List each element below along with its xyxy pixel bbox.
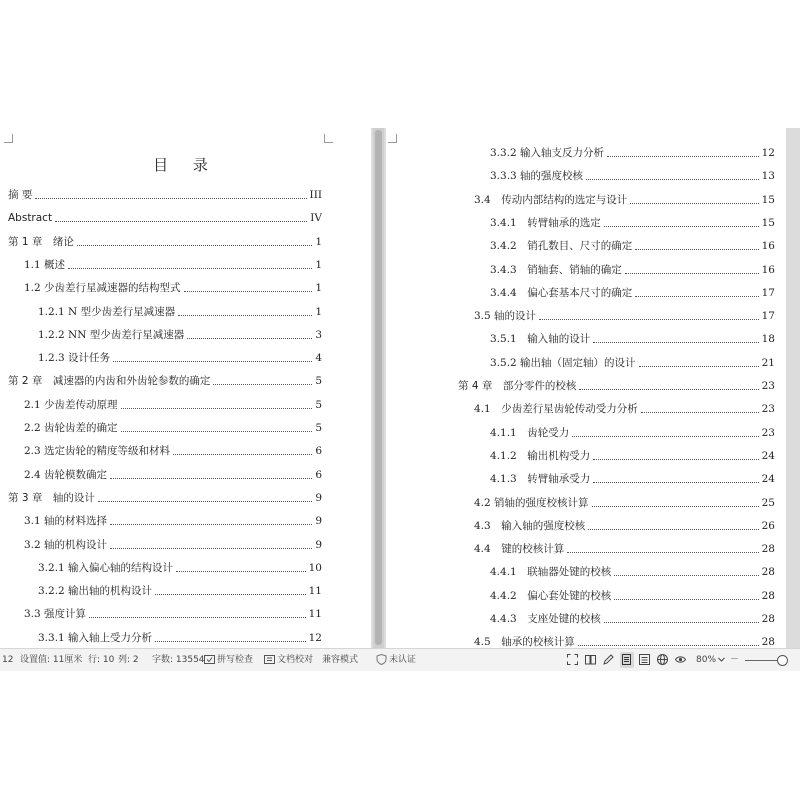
page-view-icon[interactable] xyxy=(621,654,632,665)
toc-entry-label: 3.1 轴的材料选择 xyxy=(24,515,108,528)
toc-entry-label: 2.3 选定齿轮的精度等级和材料 xyxy=(24,445,171,458)
toc-entry-label: 第 4 章 部分零件的校核 xyxy=(458,380,577,392)
toc-entry[interactable] xyxy=(474,541,775,557)
vertical-scrollbar[interactable] xyxy=(373,128,384,648)
toc-entry-page: 28 xyxy=(761,589,775,602)
toc-leader-dots xyxy=(572,436,758,437)
toc-entry-label: 1.2.1 N 型少齿差行星减速器 xyxy=(38,305,176,318)
toc-entry[interactable] xyxy=(38,560,322,576)
toc-entry-label: 3.5 轴的设计 xyxy=(474,310,537,323)
toc-leader-dots xyxy=(55,221,307,222)
spell-check-button[interactable]: 拼写检查 xyxy=(217,655,254,665)
outline-view-icon[interactable] xyxy=(639,654,650,665)
toc-entry-page: 25 xyxy=(761,496,775,509)
toc-entry-label: 4.2 销轴的强度校核计算 xyxy=(474,496,589,509)
toc-entry-page: III xyxy=(309,189,322,201)
toc-entry-label: 4.1 少齿差行星齿轮传动受力分析 xyxy=(474,403,638,416)
toc-entry-label: 2.2 齿轮齿差的确定 xyxy=(24,422,118,434)
toc-entry-page: 21 xyxy=(761,356,775,369)
page-left xyxy=(0,128,371,648)
toc-entry-page: 9 xyxy=(315,538,322,551)
toc-leader-dots xyxy=(586,179,759,180)
toc-entry-page: 1 xyxy=(315,235,322,248)
toc-leader-dots xyxy=(614,599,758,600)
toc-entry-page: 12 xyxy=(308,631,322,644)
toc-leader-dots xyxy=(187,338,312,339)
toc-entry-page: 23 xyxy=(761,380,775,392)
toc-entry-label: 3.4.3 销轴套、销轴的确定 xyxy=(490,263,622,276)
toc-entry-page: 26 xyxy=(761,519,775,532)
zoom-level[interactable]: 80% xyxy=(696,655,717,665)
toc-entry-page: 10 xyxy=(308,561,322,574)
toc-entry-label: 3.5.1 输入轴的设计 xyxy=(490,333,591,346)
toc-entry[interactable] xyxy=(474,308,775,324)
toc-entry-label: 4.1.1 齿轮受力 xyxy=(490,426,570,439)
word-count[interactable]: 字数: 13554 xyxy=(152,655,205,665)
toc-entry[interactable] xyxy=(474,192,775,208)
toc-entry[interactable] xyxy=(490,262,775,278)
scrollbar-thumb[interactable] xyxy=(375,130,382,645)
pen-icon[interactable] xyxy=(603,654,614,665)
doc-proof-icon xyxy=(264,654,275,665)
toc-entry-page: 15 xyxy=(761,193,775,206)
toc-entry[interactable] xyxy=(24,513,322,529)
toc-entry-page: 6 xyxy=(315,468,322,481)
toc-entry-label: Abstract xyxy=(8,212,53,225)
toc-leader-dots xyxy=(614,575,758,576)
doc-proof-button[interactable]: 文档校对 xyxy=(277,655,314,665)
toc-leader-dots xyxy=(593,482,758,483)
toc-entry[interactable] xyxy=(38,583,322,599)
toc-entry-label: 3.3 强度计算 xyxy=(24,608,87,621)
toc-entry[interactable] xyxy=(474,495,775,511)
toc-leader-dots xyxy=(579,389,758,390)
toc-entry[interactable] xyxy=(8,490,322,506)
toc-leader-dots xyxy=(155,594,306,595)
toc-leader-dots xyxy=(173,454,312,455)
toc-entry-label: 3.5.2 输出轴（固定轴）的设计 xyxy=(490,356,636,369)
chevron-down-icon[interactable] xyxy=(716,654,727,665)
toc-entry-page: 23 xyxy=(761,426,775,439)
toc-leader-dots xyxy=(110,548,312,549)
toc-entry-label: 3.2 轴的机构设计 xyxy=(24,538,108,551)
toc-entry-page: 9 xyxy=(315,515,322,528)
toc-entry-page: 28 xyxy=(761,566,775,579)
toc-entry-label: 4.3 输入轴的强度校核 xyxy=(474,519,586,532)
toc-entry-label: 2.4 齿轮模数确定 xyxy=(24,468,108,481)
toc-entry-page: 15 xyxy=(761,216,775,229)
toc-leader-dots xyxy=(567,552,758,553)
toc-entry[interactable] xyxy=(490,355,775,371)
toc-entry-label: 1.1 概述 xyxy=(24,258,66,271)
toc-leader-dots xyxy=(592,506,759,507)
toc-leader-dots xyxy=(635,249,758,250)
toc-entry[interactable] xyxy=(8,187,322,203)
toc-entry-label: 4.5 轴承的校核计算 xyxy=(474,636,575,648)
toc-entry-label: 3.4.2 销孔数目、尺寸的确定 xyxy=(490,240,633,253)
toc-entry[interactable] xyxy=(490,448,775,464)
spell-check-icon xyxy=(204,654,215,665)
toc-entry[interactable] xyxy=(24,537,322,553)
toc-entry[interactable] xyxy=(38,327,322,343)
toc-entry[interactable] xyxy=(8,234,322,250)
toc-entry-label: 第 3 章 轴的设计 xyxy=(8,491,95,504)
toc-entry-label: 3.2.2 输出轴的机构设计 xyxy=(38,585,153,598)
toc-entry-page: 18 xyxy=(761,333,775,346)
toc-entry-label: 4.4.3 支座处键的校核 xyxy=(490,613,601,625)
toc-leader-dots xyxy=(110,478,312,479)
toc-entry[interactable] xyxy=(490,331,775,347)
toc-leader-dots xyxy=(35,198,306,199)
toc-leader-dots xyxy=(539,319,759,320)
toc-leader-dots xyxy=(121,408,313,409)
fullscreen-icon[interactable] xyxy=(567,654,578,665)
toc-leader-dots xyxy=(607,156,759,157)
toc-leader-dots xyxy=(77,245,312,246)
toc-entry-page: 6 xyxy=(315,445,322,458)
auth-status[interactable]: 未认证 xyxy=(389,655,417,665)
toc-entry-page: 1 xyxy=(315,282,322,295)
status-bar xyxy=(0,648,800,671)
toc-entry[interactable] xyxy=(490,564,775,580)
toc-entry[interactable] xyxy=(490,145,775,161)
toc-entry[interactable] xyxy=(458,378,775,394)
toc-entry-label: 4.4.1 联轴器处键的校核 xyxy=(490,566,612,579)
toc-entry-page: 5 xyxy=(315,398,322,411)
toc-leader-dots xyxy=(155,641,306,642)
toc-entry-label: 摘 要 xyxy=(8,189,33,201)
toc-leader-dots xyxy=(98,501,312,502)
toc-entry-page: 17 xyxy=(761,286,775,299)
toc-entry-page: 28 xyxy=(761,636,775,648)
toc-leader-dots xyxy=(625,273,759,274)
toc-entry[interactable] xyxy=(490,471,775,487)
toc-entry-page: 13 xyxy=(761,170,775,183)
toc-leader-dots xyxy=(588,529,758,530)
toc-entry[interactable] xyxy=(490,285,775,301)
toc-entry[interactable] xyxy=(24,420,322,436)
toc-entry-page: 1 xyxy=(315,305,322,318)
toc-leader-dots xyxy=(121,431,313,432)
toc-entry-label: 3.4.4 偏心套基本尺寸的确定 xyxy=(490,286,633,299)
toc-entry-label: 3.4 传动内部结构的选定与设计 xyxy=(474,193,628,206)
toc-entry[interactable] xyxy=(8,373,322,389)
eye-protection-icon[interactable] xyxy=(675,654,686,665)
toc-entry[interactable] xyxy=(490,215,775,231)
toc-leader-dots xyxy=(604,226,759,227)
toc-entry-page: 16 xyxy=(761,240,775,253)
toc-leader-dots xyxy=(593,342,758,343)
toc-leader-dots xyxy=(89,617,306,618)
compat-mode-label: 兼容模式 xyxy=(322,655,359,665)
toc-leader-dots xyxy=(110,524,312,525)
toc-entry-page: 3 xyxy=(315,328,322,341)
page-number[interactable]: 12 xyxy=(2,655,14,665)
toc-entry-page: 16 xyxy=(761,263,775,276)
toc-entry[interactable] xyxy=(38,350,322,366)
column-indicator[interactable]: 列: 2 xyxy=(118,655,139,665)
toc-leader-dots xyxy=(213,384,312,385)
toc-entry[interactable] xyxy=(490,425,775,441)
toc-entry-label: 4.4 键的校核计算 xyxy=(474,543,565,556)
toc-leader-dots xyxy=(641,412,759,413)
toc-entry-label: 3.4.1 转臂轴承的选定 xyxy=(490,216,601,229)
margin-corner-mark xyxy=(4,134,13,143)
toc-entry-page: 24 xyxy=(761,449,775,462)
toc-entry-page: 4 xyxy=(315,352,322,365)
zoom-out-button[interactable]: － xyxy=(730,655,740,665)
toc-entry[interactable] xyxy=(490,168,775,184)
toc-entry-label: 4.4.2 偏心套处键的校核 xyxy=(490,589,612,602)
margin-corner-mark xyxy=(388,134,397,143)
toc-entry-label: 1.2.3 设计任务 xyxy=(38,352,111,365)
toc-entry-label: 1.2.2 NN 型少齿差行星减速器 xyxy=(38,328,185,341)
toc-entry-label: 4.1.2 输出机构受力 xyxy=(490,449,591,462)
toc-entry-page: 23 xyxy=(761,403,775,416)
toc-leader-dots xyxy=(184,291,313,292)
toc-entry[interactable] xyxy=(24,280,322,296)
toc-entry-page: 5 xyxy=(315,375,322,388)
toc-entry[interactable] xyxy=(24,257,322,273)
toc-leader-dots xyxy=(593,459,758,460)
toc-entry[interactable] xyxy=(24,467,322,483)
toc-entry-label: 2.1 少齿差传动原理 xyxy=(24,398,118,411)
toc-entry[interactable] xyxy=(24,397,322,413)
toc-entry-page: 11 xyxy=(308,608,322,621)
toc-entry-page: 12 xyxy=(761,147,775,159)
toc-leader-dots xyxy=(113,361,312,362)
toc-entry[interactable] xyxy=(474,634,775,648)
reading-view-icon[interactable] xyxy=(585,654,596,665)
toc-entry-label: 第 2 章 减速器的内齿和外齿轮参数的确定 xyxy=(8,375,211,388)
toc-entry-label: 3.3.1 输入轴上受力分析 xyxy=(38,631,153,644)
toc-entry[interactable] xyxy=(24,443,322,459)
toc-entry-label: 3.2.1 输入偏心轴的结构设计 xyxy=(38,561,174,574)
toc-leader-dots xyxy=(578,645,759,646)
toc-entry-page: 28 xyxy=(761,543,775,556)
toc-entry-page: 28 xyxy=(761,613,775,625)
toc-entry-label: 3.3.2 输入轴支反力分析 xyxy=(490,147,605,159)
web-view-icon[interactable] xyxy=(657,654,668,665)
toc-title: 目 录 xyxy=(153,156,218,174)
toc-entry[interactable] xyxy=(490,611,775,627)
toc-leader-dots xyxy=(68,268,312,269)
toc-entry-label: 4.1.3 转臂轴承受力 xyxy=(490,473,591,486)
toc-entry-label: 第 1 章 绪论 xyxy=(8,235,74,248)
toc-entry-page: 17 xyxy=(761,310,775,323)
toc-entry-page: 24 xyxy=(761,473,775,486)
page-right xyxy=(386,128,786,648)
toc-leader-dots xyxy=(178,315,312,316)
toc-entry-page: 11 xyxy=(308,585,322,598)
toc-entry[interactable] xyxy=(24,606,322,622)
setting-value[interactable]: 设置值: 11厘米 xyxy=(20,655,83,665)
toc-entry[interactable] xyxy=(490,238,775,254)
toc-entry[interactable] xyxy=(474,518,775,534)
toc-entry-label: 3.3.3 轴的强度校核 xyxy=(490,170,584,183)
toc-entry[interactable] xyxy=(8,210,322,226)
toc-entry-label: 1.2 少齿差行星减速器的结构型式 xyxy=(24,282,181,295)
toc-leader-dots xyxy=(630,203,758,204)
toc-entry-page: IV xyxy=(310,212,322,225)
document-workspace xyxy=(0,128,800,648)
toc-entry-page: 1 xyxy=(315,258,322,271)
toc-leader-dots xyxy=(635,296,758,297)
toc-entry[interactable] xyxy=(38,304,322,320)
toc-entry-page: 9 xyxy=(315,491,322,504)
margin-corner-mark xyxy=(324,134,333,143)
toc-entry[interactable] xyxy=(38,630,322,646)
shield-icon xyxy=(376,654,387,665)
toc-entry[interactable] xyxy=(474,401,775,417)
toc-leader-dots xyxy=(176,571,306,572)
toc-leader-dots xyxy=(639,366,759,367)
row-indicator[interactable]: 行: 10 xyxy=(88,655,115,665)
toc-entry-page: 5 xyxy=(315,422,322,434)
toc-entry[interactable] xyxy=(490,588,775,604)
toc-leader-dots xyxy=(604,622,759,623)
zoom-slider-handle[interactable] xyxy=(777,655,788,666)
